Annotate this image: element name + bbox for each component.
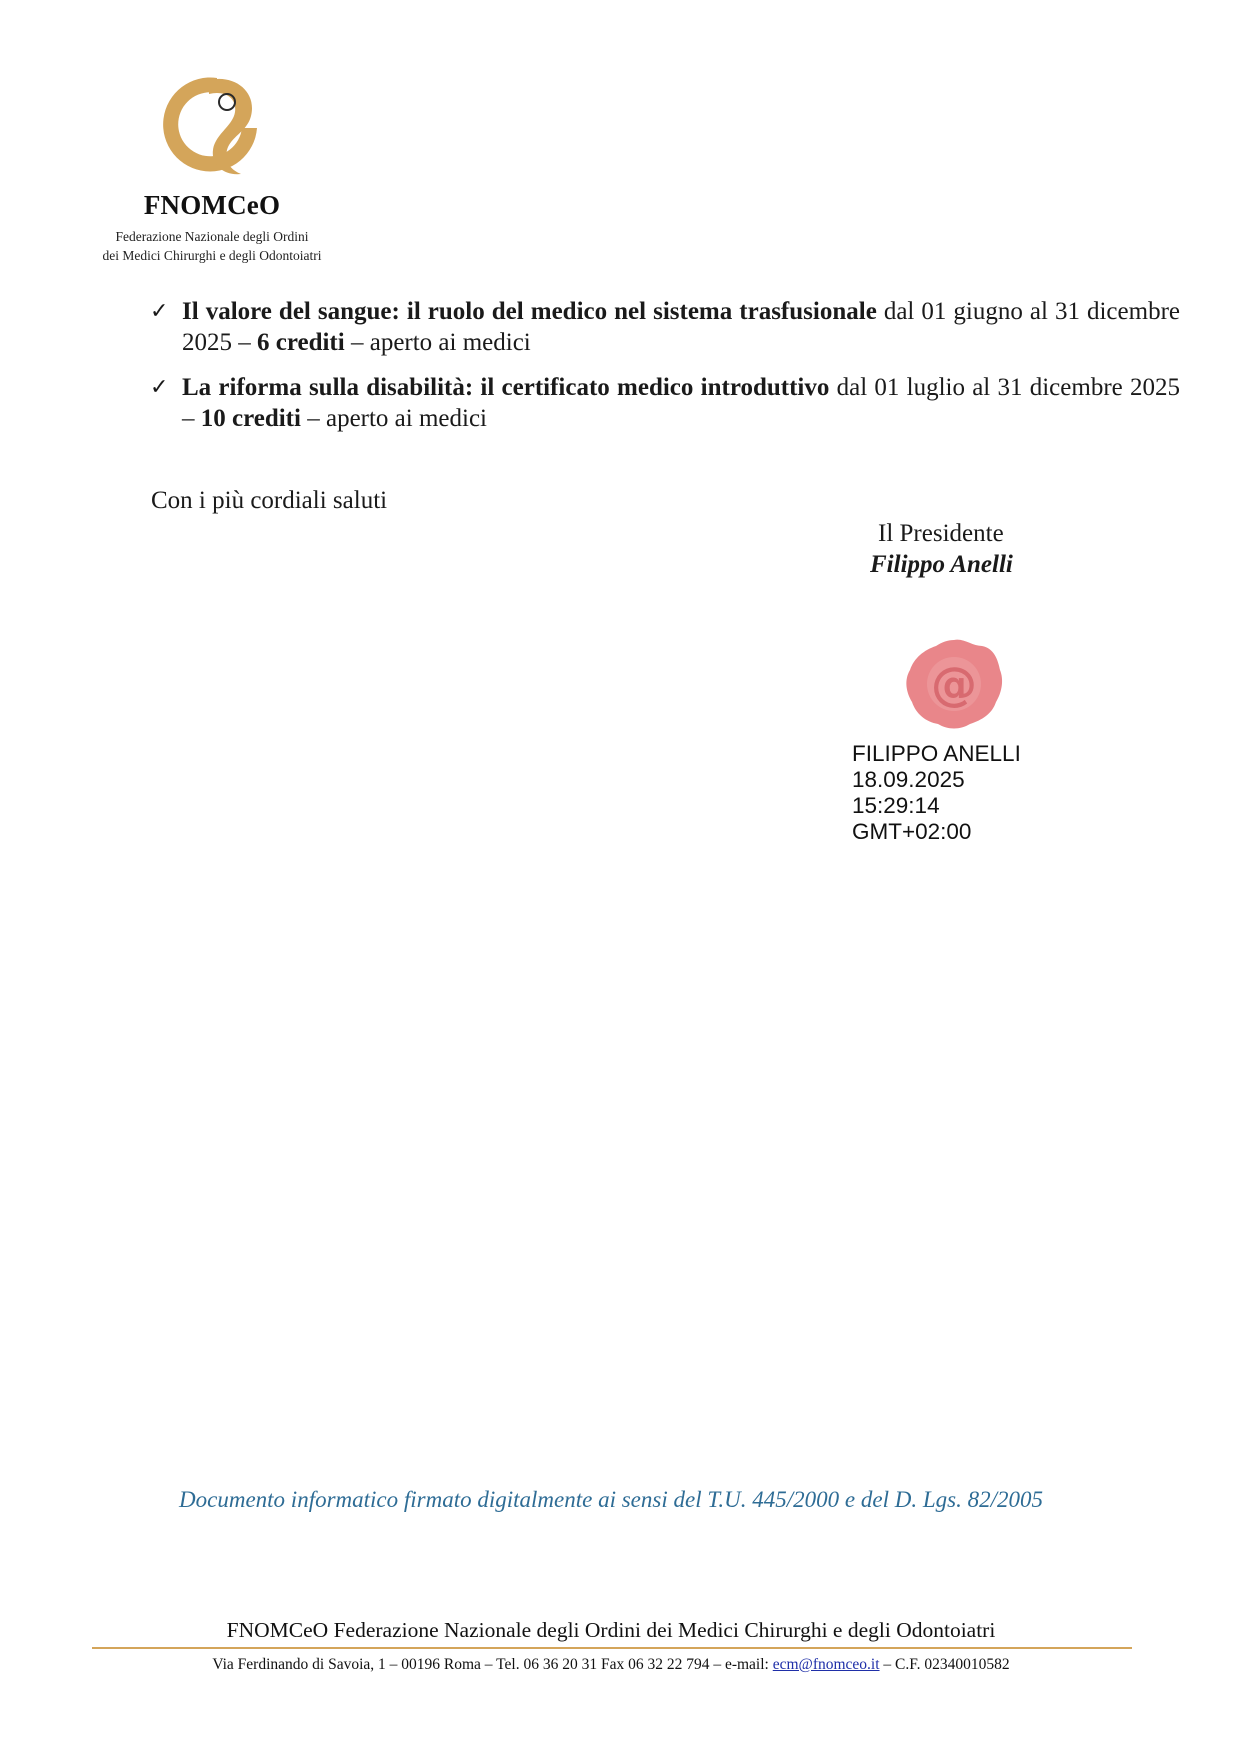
- signer-role: Il Presidente: [878, 520, 1004, 547]
- digital-signature-note: Documento informatico firmato digitalmente ai sensi del T.U. 445/2000 e del D. Lgs. 82/2005: [179, 1487, 1043, 1512]
- org-name-line-2: dei Medici Chirurghi e degli Odontoiatri: [102, 248, 322, 263]
- course-period: dal 01 luglio al 31 dicembre 2025 –: [182, 374, 1180, 432]
- footer-tax-code: – C.F. 02340010582: [879, 1656, 1010, 1673]
- footer-org-name: FNOMCeO Federazione Nazionale degli Ordini dei Medici Chirurghi e degli Odontoiatri: [226, 1618, 996, 1642]
- list-item: [150, 296, 1180, 358]
- checkmark-icon: ✓: [150, 375, 169, 400]
- org-name-line-1: Federazione Nazionale degli Ordini: [115, 229, 309, 244]
- course-list: [150, 296, 1180, 448]
- org-short-name: FNOMCeO: [143, 190, 281, 220]
- course-title: La riforma sulla disabilità: il certificato medico introduttivo: [182, 374, 830, 401]
- signature-time: 15:29:14: [852, 793, 940, 818]
- at-sign-seal-icon: [902, 636, 1006, 732]
- signature-date: 18.09.2025: [852, 767, 965, 792]
- course-access: – aperto ai medici: [344, 329, 531, 356]
- checkmark-icon: ✓: [150, 299, 169, 324]
- list-item: [150, 372, 1180, 434]
- footer-email-link[interactable]: ecm@fnomceo.it: [772, 1656, 880, 1673]
- course-credits: 6 crediti: [257, 329, 345, 356]
- signature-signer: FILIPPO ANELLI: [852, 741, 1021, 766]
- header-logo: [88, 70, 336, 265]
- signer-name: Filippo Anelli: [870, 551, 1013, 578]
- course-access: – aperto ai medici: [300, 405, 488, 432]
- course-title: Il valore del sangue: il ruolo del medico nel sistema trasfusionale: [182, 298, 877, 325]
- closing-greeting: Con i più cordiali saluti: [151, 487, 388, 514]
- digital-signature-details: [852, 741, 1021, 845]
- digital-seal: [902, 636, 1006, 737]
- footer-contact: [0, 1656, 1222, 1674]
- footer-address: Via Ferdinando di Savoia, 1 – 00196 Roma – Tel. 06 36 20 31 Fax 06 32 22 794 – e-mail:: [212, 1656, 773, 1673]
- footer-divider: [92, 1647, 1132, 1649]
- signature-timezone: GMT+02:00: [852, 819, 972, 844]
- course-credits: 10 crediti: [200, 405, 301, 432]
- fnomceo-logo-icon: [157, 70, 267, 180]
- course-period: dal 01 giugno al 31 dicembre 2025 –: [182, 298, 1180, 356]
- svg-text:@: @: [931, 657, 977, 711]
- org-full-name: [88, 227, 336, 265]
